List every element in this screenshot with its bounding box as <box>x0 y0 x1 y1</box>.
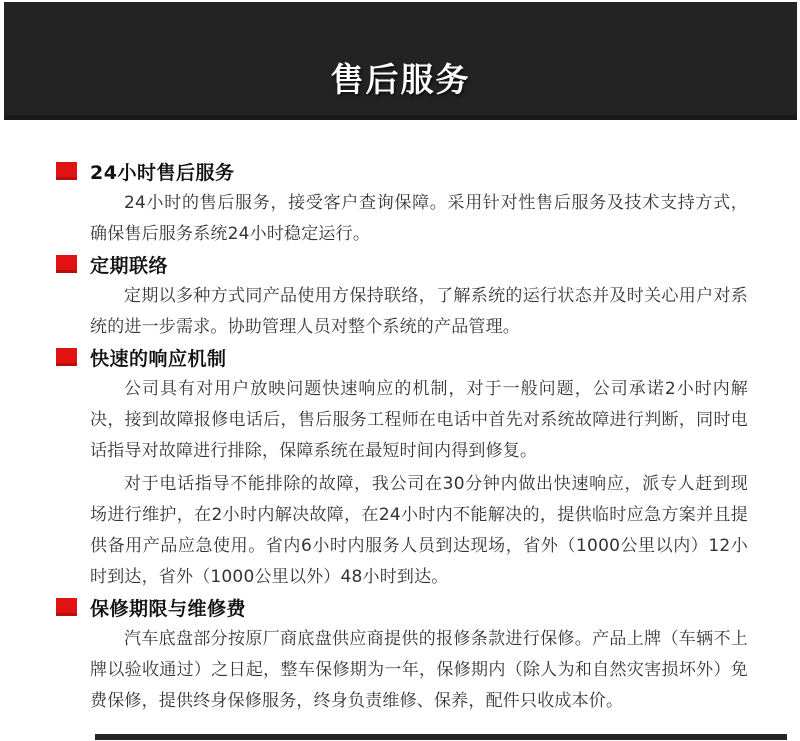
page-title: 售后服务 <box>330 60 471 99</box>
section-regular-contact <box>90 254 748 343</box>
section-warranty <box>90 597 748 717</box>
section-paragraph: 定期以多种方式同产品使用方保持联络，了解系统的运行状态并及时关心用户对系统的进一步需求。协助管理人员对整个系统的产品管理。 <box>90 286 748 337</box>
section-heading: 快速的响应机制 <box>90 348 227 370</box>
section-heading-row <box>90 347 748 372</box>
section-paragraph: 汽车底盘部分按原厂商底盘供应商提供的报修条款进行保修。产品上牌（车辆不上牌以验收通过）之日起，整车保修期为一年，保修期内（除人为和自然灾害损坏外）免费保修，提供终身保修服务，终身负责维修、保养，配件只收成本价。 <box>90 629 748 711</box>
section-paragraph: 公司具有对用户放映问题快速响应的机制，对于一般问题，公司承诺2小时内解决，接到故障报修电话后，售后服务工程师在电话中首先对系统故障进行判断，同时电话指导对故障进行排除，保障系统在最短时间内得到修复。 <box>90 379 748 461</box>
bottom-divider-bar <box>95 734 787 740</box>
red-square-bullet-icon <box>56 255 77 273</box>
section-24h-service <box>90 161 748 250</box>
red-square-bullet-icon <box>56 598 77 616</box>
section-paragraph: 24小时的售后服务，接受客户查询保障。采用针对性售后服务及技术支持方式，确保售后服务系统24小时稳定运行。 <box>90 193 748 244</box>
section-paragraph: 对于电话指导不能排除的故障，我公司在30分钟内做出快速响应，派专人赶到现场进行维护，在2小时内解决故障，在24小时内不能解决的，提供临时应急方案并且提供备用产品应急使用。省内6小时内服务人员到达现场，省外（1000公里以内）12小时到达，省外（1000公里以外）48小时到达。 <box>90 474 748 587</box>
red-square-bullet-icon <box>56 162 77 180</box>
section-heading: 24小时售后服务 <box>90 162 235 184</box>
section-fast-response <box>90 347 748 593</box>
content-area <box>90 120 748 717</box>
section-heading: 定期联络 <box>90 255 169 277</box>
red-square-bullet-icon <box>56 348 77 366</box>
section-heading: 保修期限与维修费 <box>90 598 247 620</box>
header-banner <box>4 2 797 120</box>
section-heading-row <box>90 597 748 622</box>
section-heading-row <box>90 254 748 279</box>
section-heading-row <box>90 161 748 186</box>
